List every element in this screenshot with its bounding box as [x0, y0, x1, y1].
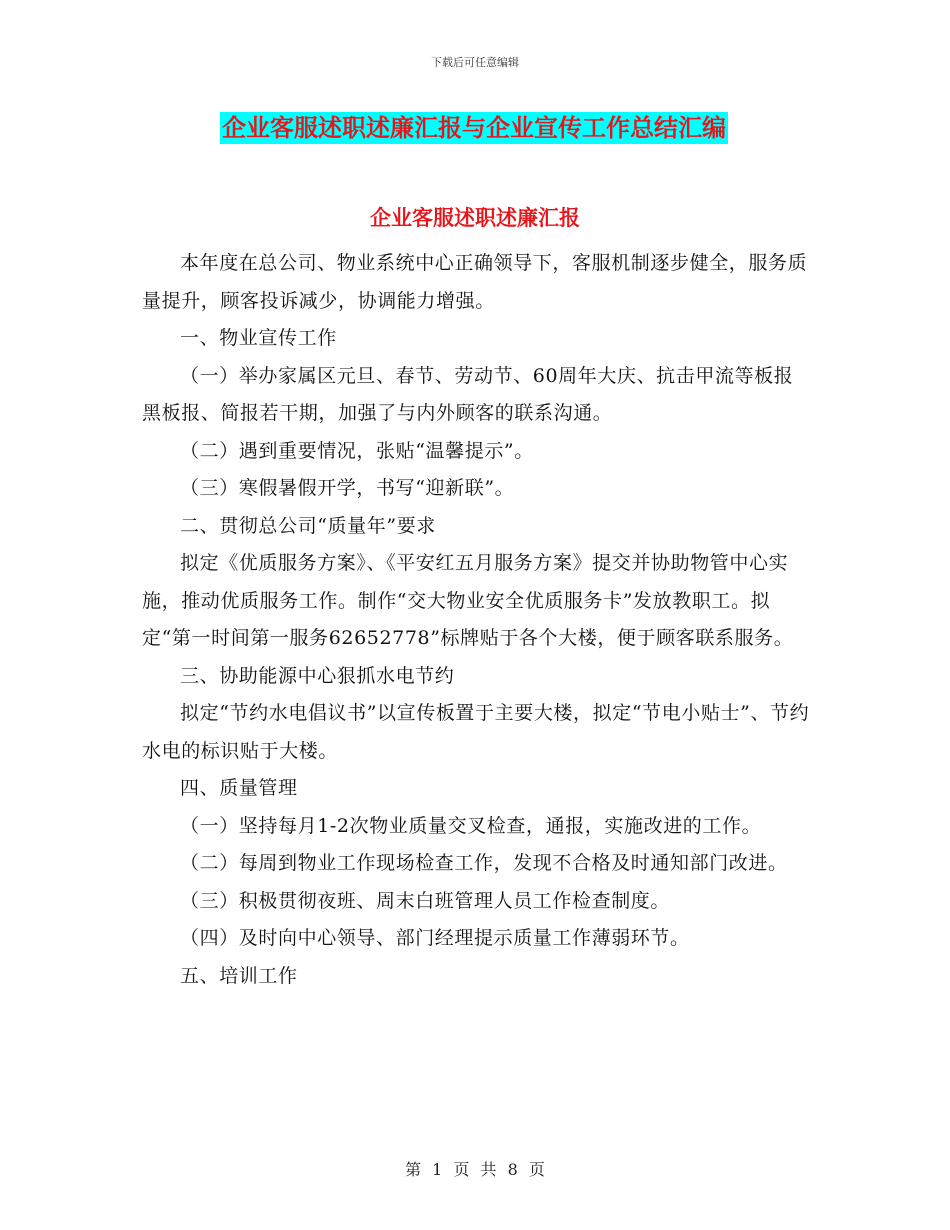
paragraph: 三、协助能源中心狠抓水电节约	[180, 664, 455, 687]
paragraph: （二）每周到物业工作现场检查工作，发现不合格及时通知部门改进。	[180, 852, 788, 874]
paragraph: （一）坚持每月1-2次物业质量交叉检查，通报，实施改进的工作。	[180, 814, 762, 837]
paragraph: 拟定《优质服务方案》、《平安红五月服务方案》提交并协助物管中心实施，推动优质服务工作。制作“交大物业安全优质服务卡”发放教职工。拟定“第一时间第一服务62652778”标牌贴于各个大楼，便于顾客联系服务。	[142, 552, 794, 649]
paragraph: （四）及时向中心领导、部门经理提示质量工作薄弱环节。	[180, 927, 690, 949]
paragraph: （三）寒假暑假开学，书写“迎新联”。	[180, 477, 515, 499]
paragraph: （二）遇到重要情况，张贴“温馨提示”。	[180, 439, 534, 462]
paragraph: 一、物业宣传工作	[180, 327, 337, 349]
paragraph: （一）举办家属区元旦、春节、劳动节、60周年大庆、抗击甲流等板报黑板报、简报若干期，加强了与内外顾客的联系沟通。	[142, 364, 794, 424]
page-footer: 第 1 页 共 8 页	[405, 1160, 545, 1179]
paragraph: （三）积极贯彻夜班、周末白班管理人员工作检查制度。	[180, 889, 671, 912]
paragraph: 拟定“节约水电倡议书”以宣传板置于主要大楼，拟定“节电小贴士”、节约水电的标识贴于大楼。	[142, 702, 810, 762]
paragraph: 五、培训工作	[180, 964, 298, 987]
paragraph: 四、质量管理	[180, 777, 298, 799]
section-title: 企业客服述职述廉汇报	[370, 206, 580, 230]
document-title: 企业客服述职述廉汇报与企业宣传工作总结汇编	[222, 114, 726, 142]
header-note: 下载后可任意编辑	[431, 56, 519, 69]
paragraph: 本年度在总公司、物业系统中心正确领导下，客服机制逐步健全，服务质量提升，顾客投诉减少，协调能力增强。	[142, 252, 808, 312]
document-body	[142, 245, 810, 995]
paragraph: 二、贯彻总公司“质量年”要求	[180, 514, 436, 537]
